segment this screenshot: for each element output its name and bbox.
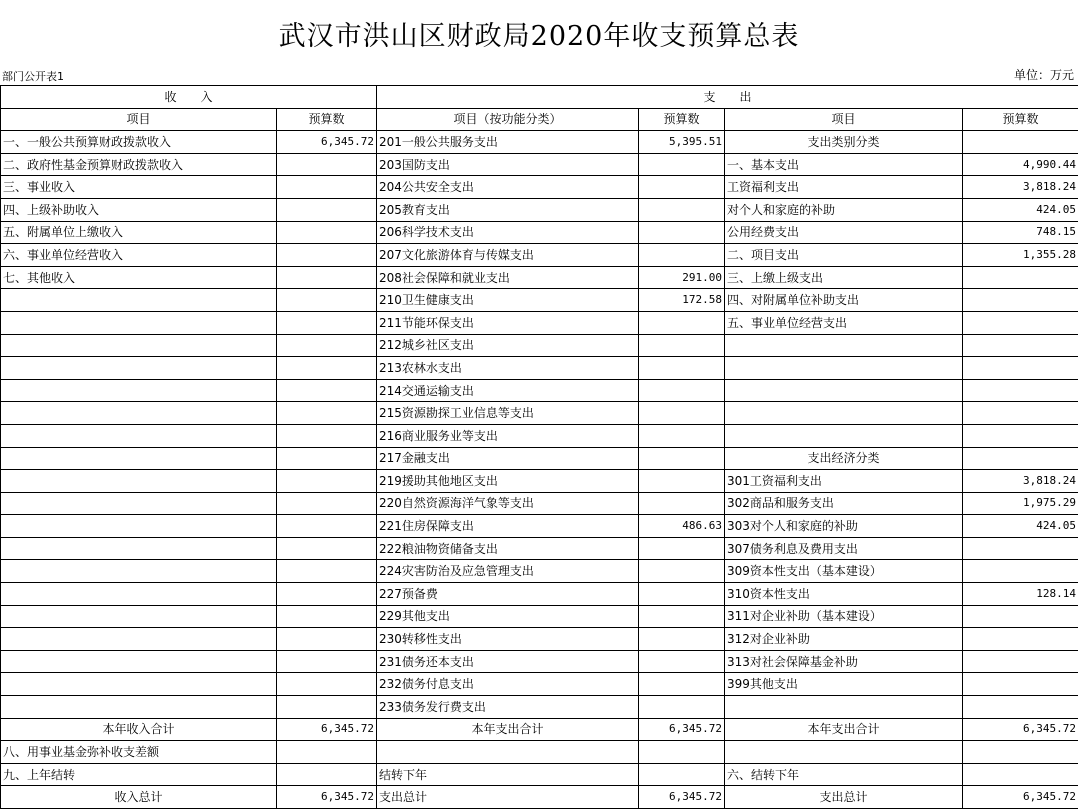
function-amount-cell [639,673,725,696]
income-item-cell [1,357,277,380]
category-item-cell: 公用经费支出 [725,221,963,244]
category-item-cell: 一、基本支出 [725,153,963,176]
category-item-cell: 302商品和服务支出 [725,492,963,515]
table-row [1,402,1078,425]
expense-header: 支 出 [377,86,1078,109]
function-item-cell: 233债务发行费支出 [377,696,639,719]
function-item-cell: 208社会保障和就业支出 [377,266,639,289]
table-row [1,131,1078,154]
category-amount-cell: 128.14 [963,583,1078,606]
table-row [1,492,1078,515]
category-amount-cell: 1,975.29 [963,492,1078,515]
category-amount-cell: 3,818.24 [963,176,1078,199]
income-amount-cell [277,492,377,515]
table-row [1,628,1078,651]
category-amount-cell [963,266,1078,289]
category-amount-cell [963,741,1078,764]
function-amount-cell [639,741,725,764]
function-item-cell: 211节能环保支出 [377,311,639,334]
category-amount-cell: 1,355.28 [963,244,1078,267]
function-item-cell: 支出总计 [377,786,639,809]
page-title: 武汉市洪山区财政局2020年收支预算总表 [0,14,1078,53]
income-item-cell [1,289,277,312]
income-amount-cell [277,628,377,651]
function-item-cell: 220自然资源海洋气象等支出 [377,492,639,515]
income-amount-cell: 6,345.72 [277,786,377,809]
income-item-cell [1,379,277,402]
function-amount-cell [639,379,725,402]
income-amount-cell [277,470,377,493]
table-row [1,357,1078,380]
income-item-cell: 八、用事业基金弥补收支差额 [1,741,277,764]
income-item-cell: 七、其他收入 [1,266,277,289]
function-item-cell [377,741,639,764]
category-amount-cell [963,696,1078,719]
function-item-cell: 216商业服务业等支出 [377,424,639,447]
function-amount-cell [639,176,725,199]
function-amount-cell [639,311,725,334]
function-item-cell: 231债务还本支出 [377,650,639,673]
function-amount-cell: 172.58 [639,289,725,312]
function-item-cell: 221住房保障支出 [377,515,639,538]
category-amount-cell [963,334,1078,357]
table-row [1,447,1078,470]
category-item-cell: 399其他支出 [725,673,963,696]
income-item-cell [1,696,277,719]
category-item-cell: 支出类别分类 [725,131,963,154]
table-row [1,266,1078,289]
category-amount-cell: 3,818.24 [963,470,1078,493]
table-row [1,560,1078,583]
category-item-cell: 二、项目支出 [725,244,963,267]
income-amount-cell: 6,345.72 [277,131,377,154]
function-amount-cell [639,650,725,673]
table-row [1,673,1078,696]
category-amount-cell [963,537,1078,560]
category-item-cell: 六、结转下年 [725,763,963,786]
category-amount-cell [963,379,1078,402]
table-row [1,470,1078,493]
income-item-cell: 五、附属单位上缴收入 [1,221,277,244]
category-item-cell: 支出总计 [725,786,963,809]
category-amount-cell [963,311,1078,334]
function-item-cell: 229其他支出 [377,605,639,628]
income-amount-cell [277,560,377,583]
income-amount-cell [277,650,377,673]
table-row [1,650,1078,673]
income-item-cell: 收入总计 [1,786,277,809]
category-amount-cell [963,402,1078,425]
function-amount-cell: 486.63 [639,515,725,538]
income-item-cell: 二、政府性基金预算财政拨款收入 [1,153,277,176]
income-item-cell: 本年收入合计 [1,718,277,741]
income-amount-cell [277,289,377,312]
income-amount-cell [277,741,377,764]
income-item-cell [1,470,277,493]
income-item-cell [1,447,277,470]
col-header-function-amount: 预算数 [639,108,725,131]
income-item-cell [1,583,277,606]
function-item-cell: 222粮油物资储备支出 [377,537,639,560]
unit-label: 单位：万元 [1014,66,1074,83]
income-item-cell [1,560,277,583]
income-amount-cell [277,605,377,628]
function-amount-cell [639,492,725,515]
income-item-cell [1,515,277,538]
income-item-cell [1,334,277,357]
function-item-cell: 210卫生健康支出 [377,289,639,312]
category-item-cell: 313对社会保障基金补助 [725,650,963,673]
function-item-cell: 227预备费 [377,583,639,606]
category-item-cell [725,424,963,447]
income-amount-cell [277,266,377,289]
category-item-cell: 支出经济分类 [725,447,963,470]
function-amount-cell [639,605,725,628]
category-amount-cell [963,560,1078,583]
category-item-cell: 对个人和家庭的补助 [725,198,963,221]
income-amount-cell [277,447,377,470]
category-amount-cell: 6,345.72 [963,786,1078,809]
category-item-cell: 310资本性支出 [725,583,963,606]
table-row [1,424,1078,447]
function-amount-cell [639,244,725,267]
table-row [1,718,1078,741]
income-amount-cell [277,515,377,538]
income-amount-cell [277,311,377,334]
category-amount-cell [963,628,1078,651]
income-amount-cell [277,763,377,786]
function-amount-cell [639,334,725,357]
table-row [1,311,1078,334]
income-header: 收 入 [1,86,377,109]
category-amount-cell: 4,990.44 [963,153,1078,176]
income-item-cell [1,402,277,425]
income-amount-cell [277,198,377,221]
income-item-cell: 六、事业单位经营收入 [1,244,277,267]
table-row [1,153,1078,176]
function-amount-cell: 5,395.51 [639,131,725,154]
function-item-cell: 207文化旅游体育与传媒支出 [377,244,639,267]
function-item-cell: 219援助其他地区支出 [377,470,639,493]
income-item-cell: 一、一般公共预算财政拨款收入 [1,131,277,154]
income-item-cell: 四、上级补助收入 [1,198,277,221]
table-number: 部门公开表1 [2,68,64,84]
category-amount-cell [963,605,1078,628]
function-amount-cell: 6,345.72 [639,786,725,809]
income-amount-cell [277,696,377,719]
table-row [1,221,1078,244]
function-item-cell: 结转下年 [377,763,639,786]
category-item-cell [725,696,963,719]
function-amount-cell [639,153,725,176]
category-amount-cell: 424.05 [963,515,1078,538]
table-row [1,176,1078,199]
category-amount-cell: 424.05 [963,198,1078,221]
function-item-cell: 224灾害防治及应急管理支出 [377,560,639,583]
income-amount-cell: 6,345.72 [277,718,377,741]
function-amount-cell [639,628,725,651]
category-item-cell: 301工资福利支出 [725,470,963,493]
category-amount-cell [963,763,1078,786]
table-row [1,198,1078,221]
category-amount-cell [963,424,1078,447]
income-item-cell [1,537,277,560]
function-item-cell: 201一般公共服务支出 [377,131,639,154]
function-amount-cell [639,470,725,493]
income-amount-cell [277,402,377,425]
income-amount-cell [277,379,377,402]
table-row [1,379,1078,402]
table-row [1,334,1078,357]
function-amount-cell [639,696,725,719]
function-amount-cell [639,447,725,470]
function-item-cell: 205教育支出 [377,198,639,221]
income-item-cell [1,311,277,334]
income-amount-cell [277,537,377,560]
col-header-income-amount: 预算数 [277,108,377,131]
section-header-row [1,86,1078,109]
income-amount-cell [277,357,377,380]
income-amount-cell [277,176,377,199]
function-item-cell: 214交通运输支出 [377,379,639,402]
category-amount-cell: 6,345.72 [963,718,1078,741]
category-amount-cell [963,447,1078,470]
function-amount-cell [639,357,725,380]
function-amount-cell [639,763,725,786]
income-amount-cell [277,244,377,267]
category-amount-cell [963,289,1078,312]
function-item-cell: 232债务付息支出 [377,673,639,696]
category-amount-cell [963,131,1078,154]
category-item-cell: 303对个人和家庭的补助 [725,515,963,538]
category-item-cell [725,402,963,425]
function-amount-cell [639,424,725,447]
income-item-cell [1,673,277,696]
function-amount-cell [639,560,725,583]
income-amount-cell [277,424,377,447]
function-item-cell: 204公共安全支出 [377,176,639,199]
income-amount-cell [277,673,377,696]
column-header-row [1,108,1078,131]
function-amount-cell [639,537,725,560]
category-item-cell: 本年支出合计 [725,718,963,741]
function-item-cell: 203国防支出 [377,153,639,176]
function-item-cell: 206科学技术支出 [377,221,639,244]
function-item-cell: 212城乡社区支出 [377,334,639,357]
table-row [1,786,1078,809]
category-item-cell: 311对企业补助（基本建设） [725,605,963,628]
income-item-cell [1,424,277,447]
category-item-cell [725,379,963,402]
category-item-cell [725,334,963,357]
table-row [1,696,1078,719]
table-row [1,515,1078,538]
income-item-cell [1,492,277,515]
function-item-cell: 213农林水支出 [377,357,639,380]
income-item-cell [1,628,277,651]
category-item-cell: 三、上缴上级支出 [725,266,963,289]
table-row [1,244,1078,267]
table-row [1,741,1078,764]
function-item-cell: 本年支出合计 [377,718,639,741]
function-amount-cell: 291.00 [639,266,725,289]
category-item-cell [725,741,963,764]
col-header-category-item: 项目 [725,108,963,131]
function-item-cell: 230转移性支出 [377,628,639,651]
col-header-category-amount: 预算数 [963,108,1078,131]
income-item-cell: 九、上年结转 [1,763,277,786]
category-item-cell: 五、事业单位经营支出 [725,311,963,334]
category-amount-cell [963,650,1078,673]
table-row [1,537,1078,560]
function-amount-cell [639,402,725,425]
category-item-cell [725,357,963,380]
income-item-cell: 三、事业收入 [1,176,277,199]
budget-table [0,85,1078,809]
income-amount-cell [277,583,377,606]
category-item-cell: 312对企业补助 [725,628,963,651]
income-item-cell [1,605,277,628]
col-header-income-item: 项目 [1,108,277,131]
table-row [1,605,1078,628]
category-item-cell: 309资本性支出（基本建设） [725,560,963,583]
category-amount-cell [963,357,1078,380]
function-amount-cell: 6,345.72 [639,718,725,741]
function-item-cell: 217金融支出 [377,447,639,470]
table-row [1,289,1078,312]
function-item-cell: 215资源勘探工业信息等支出 [377,402,639,425]
table-row [1,583,1078,606]
category-item-cell: 四、对附属单位补助支出 [725,289,963,312]
category-item-cell: 307债务利息及费用支出 [725,537,963,560]
table-row [1,763,1078,786]
function-amount-cell [639,198,725,221]
category-item-cell: 工资福利支出 [725,176,963,199]
income-amount-cell [277,221,377,244]
function-amount-cell [639,583,725,606]
income-amount-cell [277,334,377,357]
col-header-function-item: 项目（按功能分类） [377,108,639,131]
function-amount-cell [639,221,725,244]
category-amount-cell [963,673,1078,696]
income-item-cell [1,650,277,673]
category-amount-cell: 748.15 [963,221,1078,244]
income-amount-cell [277,153,377,176]
